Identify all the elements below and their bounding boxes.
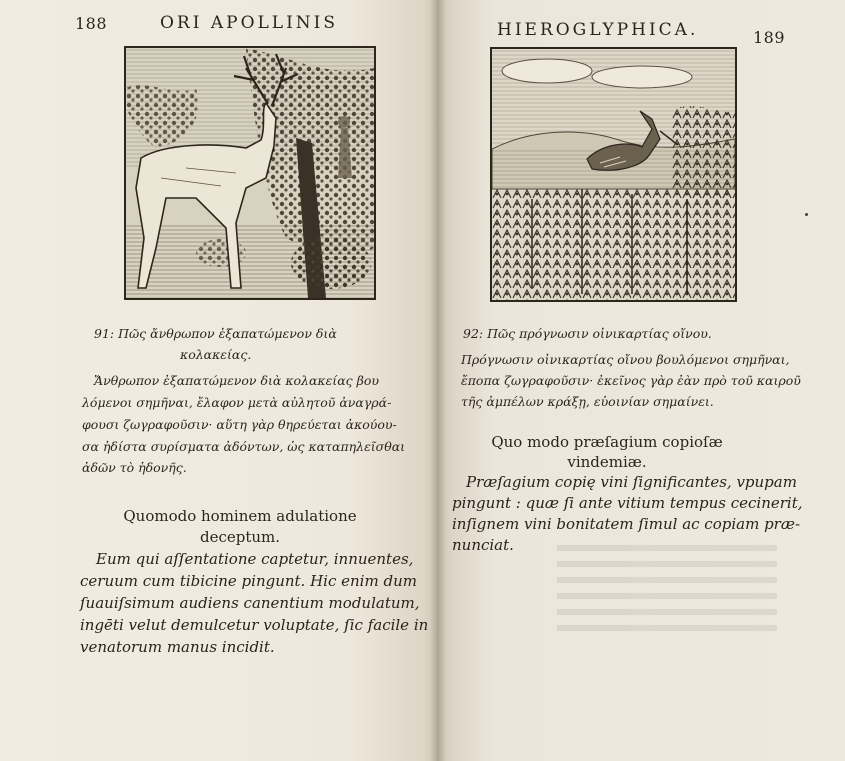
- right-latin-body-line-3: inſignem vini bonitatem ſimul ac copiam præ-: [452, 515, 801, 533]
- stag-in-forest-woodcut-icon: [126, 48, 374, 298]
- left-greek-title-line-2: κολακείας.: [180, 347, 252, 362]
- paper-speck: [805, 213, 808, 216]
- book-gutter: [430, 0, 446, 761]
- left-greek-body-line-1: Ἄνθρωπον ἐξαπατώμενον διὰ κολακείας βου: [94, 373, 379, 388]
- right-latin-body-line-1: Præſagium copię vini ſignificantes, vpupam: [466, 473, 797, 491]
- left-latin-heading-line-2: deceptum.: [199, 528, 281, 546]
- right-latin-body-line-4: nunciat.: [452, 536, 514, 554]
- stag-woodcut-illustration: [124, 46, 376, 300]
- right-latin-body-line-2: pingunt : quæ ſi ante vitium tempus cecinerit,: [452, 494, 803, 512]
- right-greek-title-line-1: 92: Πῶς πρόγνωσιν οἰνικαρτίας οἴνου.: [463, 326, 712, 341]
- left-latin-body-line-4: ingēti velut demulcetur voluptate, ſic facile in: [80, 616, 429, 634]
- left-greek-body-line-3: φουσι ζωγραφοῦσιν· αὕτη γὰρ θηρεύεται ἀκούου-: [82, 417, 397, 432]
- left-latin-body-line-5: venatorum manus incidit.: [80, 638, 275, 656]
- left-latin-heading-line-1: Quomodo hominem adulatione: [123, 507, 357, 525]
- right-running-head: HIEROGLYPHICA.: [497, 20, 699, 40]
- right-latin-heading-line-2: vindemiæ.: [567, 453, 647, 471]
- right-page-number: 189: [753, 28, 786, 47]
- hoopoe-woodcut-illustration: [490, 47, 737, 302]
- left-greek-title-line-1: 91: Πῶς ἄνθρωπον ἐξαπατώμενον διὰ: [94, 326, 337, 341]
- left-latin-body-line-3: ſuauiſsimum audiens canentium modulatum,: [80, 594, 420, 612]
- left-running-head: ORI APOLLINIS: [160, 13, 339, 33]
- right-page: [437, 0, 845, 761]
- right-greek-body-line-3: τῆς ἀμπέλων κράξῃ, εὐοινίαν σημαίνει.: [461, 394, 714, 409]
- right-greek-body-line-2: ἔποπα ζωγραφοῦσιν· ἐκεῖνος γὰρ ἐὰν πρὸ τοῦ καιροῦ: [461, 373, 801, 388]
- left-greek-body-line-5: ἀδῶν τὸ ἡδονῆς.: [82, 460, 187, 475]
- left-greek-body-line-4: σα ἡδίστα συρίσματα ἀδόντων, ὡς καταπηλεῖσθαι: [82, 439, 406, 454]
- left-greek-body-line-2: λόμενοι σημῆναι, ἔλαφον μετὰ αὐλητοῦ ἀναγρά-: [82, 395, 392, 410]
- left-page-number: 188: [75, 14, 108, 33]
- left-latin-body-line-2: ceruum cum tibicine pingunt. Hic enim dum: [80, 572, 417, 590]
- right-latin-heading-line-1: Quo modo præſagium copioſæ: [491, 433, 723, 451]
- hoopoe-in-vineyard-woodcut-icon: [492, 49, 735, 300]
- left-latin-body-line-1: Eum qui aſſentatione captetur, innuentes,: [96, 550, 414, 568]
- bleed-through-texture: [557, 545, 777, 635]
- right-greek-body-line-1: Πρόγνωσιν οἰνικαρτίας οἴνου βουλόμενοι σημῆναι,: [461, 352, 790, 367]
